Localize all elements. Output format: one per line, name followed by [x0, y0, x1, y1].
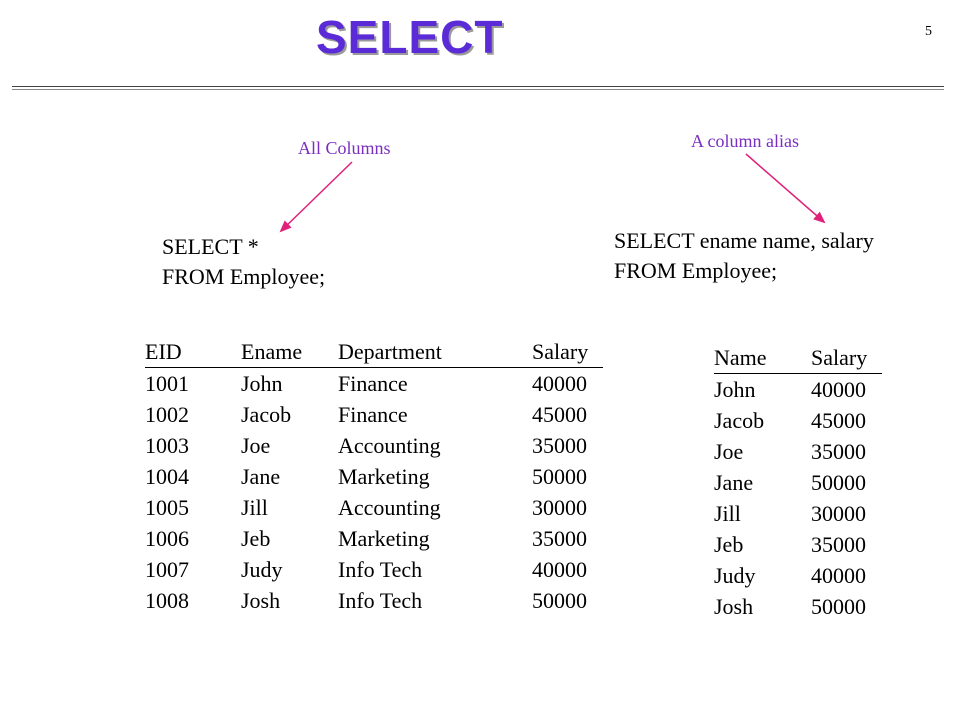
table-cell: 45000 [532, 402, 587, 427]
table-cell: Accounting [338, 495, 441, 520]
table-cell: 1002 [145, 402, 189, 427]
table-cell: Jeb [714, 532, 744, 557]
column-header: EID [145, 336, 241, 368]
table-cell: Info Tech [338, 588, 423, 613]
table-row [145, 554, 603, 585]
select-all-query [162, 232, 325, 292]
table-cell: Marketing [338, 526, 430, 551]
select-alias-query [614, 226, 874, 286]
table-cell: Jane [241, 464, 281, 489]
table-row [145, 492, 603, 523]
column-header: Ename [241, 336, 338, 368]
query-line-from: FROM Employee; [614, 258, 778, 283]
table-row [145, 399, 603, 430]
table-cell: 40000 [811, 377, 866, 402]
column-header: Name [714, 342, 811, 374]
column-header: Salary [532, 336, 603, 368]
table-cell: Finance [338, 402, 408, 427]
table-cell: 1006 [145, 526, 189, 551]
table-cell: 50000 [811, 594, 866, 619]
table-cell: 1004 [145, 464, 189, 489]
table-cell: 50000 [532, 588, 587, 613]
table-row [145, 461, 603, 492]
page-number: 5 [925, 24, 932, 39]
table-cell: Judy [714, 563, 756, 588]
table-row [714, 405, 882, 436]
table-cell: Jacob [241, 402, 292, 427]
query-line-select: SELECT ename name, salary [614, 228, 874, 253]
table-cell: 1008 [145, 588, 189, 613]
slide-title: SELECT [316, 11, 504, 63]
table-row [714, 436, 882, 467]
table-row [714, 560, 882, 591]
table-cell: 45000 [811, 408, 866, 433]
table-row [714, 498, 882, 529]
table-cell: 35000 [532, 433, 587, 458]
table-cell: 1001 [145, 371, 189, 396]
table-header-row [145, 336, 603, 368]
all-columns-annotation: All Columns [298, 138, 391, 158]
table-cell: Joe [241, 433, 271, 458]
table-row [145, 585, 603, 616]
table-cell: 35000 [811, 532, 866, 557]
column-alias-arrow-icon [746, 154, 824, 222]
table-row [714, 467, 882, 498]
table-row [714, 591, 882, 622]
table-cell: 1003 [145, 433, 189, 458]
table-cell: Accounting [338, 433, 441, 458]
table-cell: 1007 [145, 557, 189, 582]
table-cell: Jill [241, 495, 268, 520]
table-cell: John [241, 371, 283, 396]
table-row [145, 368, 603, 400]
table-cell: Jane [714, 470, 754, 495]
table-cell: Joe [714, 439, 744, 464]
table-cell: Info Tech [338, 557, 423, 582]
table-cell: Judy [241, 557, 283, 582]
table-cell: Jill [714, 501, 741, 526]
query-line-from: FROM Employee; [162, 264, 326, 289]
table-cell: 40000 [811, 563, 866, 588]
column-header: Department [338, 336, 532, 368]
table-row [145, 523, 603, 554]
table-cell: 1005 [145, 495, 189, 520]
table-cell: 50000 [532, 464, 587, 489]
table-cell: 30000 [811, 501, 866, 526]
table-row [714, 374, 882, 406]
table-cell: 50000 [811, 470, 866, 495]
table-cell: Finance [338, 371, 408, 396]
employee-table [145, 336, 603, 616]
table-cell: 40000 [532, 557, 587, 582]
table-cell: 35000 [811, 439, 866, 464]
query-line-select: SELECT * [162, 234, 259, 259]
table-cell: John [714, 377, 756, 402]
table-cell: Jacob [714, 408, 765, 433]
table-cell: Jeb [241, 526, 271, 551]
table-cell: Marketing [338, 464, 430, 489]
column-alias-annotation: A column alias [691, 131, 799, 151]
table-row [145, 430, 603, 461]
table-header-row [714, 342, 882, 374]
alias-result-table [714, 342, 882, 622]
table-cell: Josh [714, 594, 754, 619]
table-cell: 35000 [532, 526, 587, 551]
all-columns-arrow-icon [281, 162, 352, 231]
table-cell: 40000 [532, 371, 587, 396]
table-row [714, 529, 882, 560]
column-header: Salary [811, 342, 882, 374]
table-cell: Josh [241, 588, 281, 613]
table-cell: 30000 [532, 495, 587, 520]
